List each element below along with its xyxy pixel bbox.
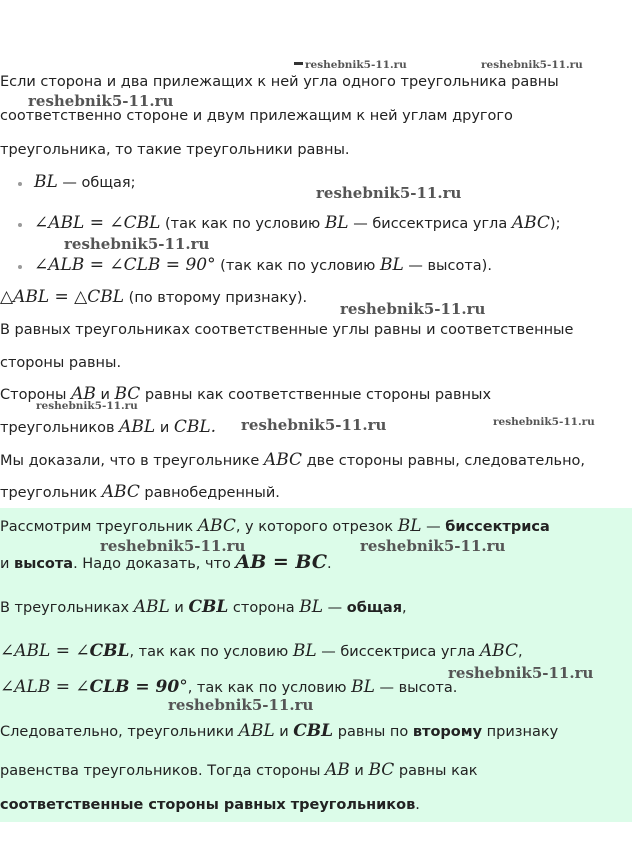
math: BL [351,677,375,697]
text: , [402,600,407,616]
math-bold: AB = BC [235,551,327,573]
text: — [323,600,347,616]
watermark: reshebnik5-11.ru [448,664,594,682]
solution-line-8 [0,795,420,815]
list-item [34,172,135,193]
watermark: reshebnik5-11.ru [340,300,486,318]
bold-text: соответственные стороны равных треугольников [0,797,416,813]
watermark: reshebnik5-11.ru [241,416,387,434]
solution-line-2 [0,552,332,574]
math: BL [380,255,404,275]
text: (по второму признаку). [124,290,308,306]
text: — общая; [57,175,136,191]
watermark: reshebnik5-11.ru [481,59,583,71]
text: признаку [482,724,559,740]
list-item [34,255,492,276]
dash-mark [294,62,303,65]
text: — высота. [374,680,458,696]
text: и [349,763,369,779]
list-item [34,213,560,234]
math: BL [397,516,422,536]
watermark: reshebnik5-11.ru [316,184,462,202]
text: соответственно стороне и двум прилежащим к ней углам другого [0,108,513,124]
text: В треугольниках [0,600,134,616]
watermark: reshebnik5-11.ru [64,235,210,253]
bold-text: биссектриса [445,519,550,535]
math: AB [71,384,96,404]
math: ∠ABL = ∠ [0,641,90,661]
text: . [415,797,420,813]
watermark: reshebnik5-11.ru [100,537,246,555]
math: CBL. [173,417,217,437]
watermark: reshebnik5-11.ru [493,416,595,428]
watermark: reshebnik5-11.ru [28,92,174,110]
math: BL [34,172,58,192]
solution-line-5 [0,677,457,698]
text: Если сторона и два прилежащих к ней угла одного треугольника равны [0,74,559,90]
text: ); [549,216,561,232]
theorem-line-1 [0,72,559,92]
text: стороны равны. [0,355,122,371]
math-bold: CBL [188,597,229,617]
math: ABC [511,213,550,233]
text: . Надо доказать, что [73,556,236,572]
bullet-dot [18,265,22,269]
bullet-dot [18,182,22,186]
watermark: reshebnik5-11.ru [168,696,314,714]
math: ABC [479,641,518,661]
math: ∠ABL = ∠CBL [34,213,161,233]
text: сторона [228,600,300,616]
text: и [0,556,15,572]
text: и [274,724,294,740]
text: и [95,387,115,403]
proved-line-1 [0,450,585,471]
text: , у которого отрезок [235,519,398,535]
text: — [421,519,446,535]
text: , [517,644,523,660]
math: ABC [263,450,303,470]
math: ∠ALB = ∠CLB = 90° [34,255,216,275]
text: Мы доказали, что в треугольнике [0,453,264,469]
watermark: reshebnik5-11.ru [360,537,506,555]
text: треугольника, то такие треугольники равны. [0,142,350,158]
text: — биссектриса угла [348,216,512,232]
text: треугольник [0,485,102,501]
bold-text: второму [412,724,483,740]
text: равенства треугольников. Тогда стороны [0,763,326,779]
math: BL [292,641,317,661]
text: равны как соответственные стороны равных [140,387,492,403]
math: BC [368,760,395,780]
solution-line-3 [0,597,407,618]
solution-line-6 [0,721,558,742]
math: BL [299,597,324,617]
watermark: reshebnik5-11.ru [36,400,138,412]
bold-text: высота [14,556,74,572]
sides-line-2 [0,417,216,438]
math: ° [179,677,188,697]
math: △ABL = △CBL [0,287,125,307]
equal-triangles-line-2 [0,353,121,373]
text: Стороны [0,387,72,403]
math-bold: CBL [293,721,334,741]
watermark: reshebnik5-11.ru [305,59,407,71]
solution-line-7 [0,760,477,781]
text: , так как по условию [187,680,352,696]
math-bold: CBL [89,641,130,661]
math: ABC [101,482,140,502]
text: (так как по условию [215,258,380,274]
text: . [326,556,332,572]
math: BC [114,384,141,404]
text: равны как [394,763,478,779]
text: — биссектриса угла [316,644,480,660]
text: две стороны равны, следовательно, [302,453,586,469]
text: равны по [333,724,413,740]
math: ABL [119,417,156,437]
text: треугольников [0,420,120,436]
math: ∠ALB = ∠ [0,677,90,697]
text: , так как по условию [129,644,293,660]
text: и [155,420,174,436]
text: Рассмотрим треугольник [0,519,198,535]
text: В равных треугольниках соответственные углы равны и соответственные [0,322,574,338]
math: BL [324,213,349,233]
equal-triangles-line-1 [0,320,573,340]
math-bold: CLB = 90 [89,677,180,697]
text: Следовательно, треугольники [0,724,239,740]
math: AB [325,760,350,780]
bullet-dot [18,223,22,227]
text: — высота). [403,258,492,274]
theorem-line-3 [0,140,350,160]
solution-line-1 [0,516,550,537]
text: равнобедренный. [139,485,280,501]
proved-line-2 [0,482,280,503]
triangle-equality-line [0,287,307,308]
math: ABL [238,721,275,741]
text: (так как по условию [160,216,325,232]
solution-line-4 [0,641,523,662]
text: и [169,600,189,616]
math: ABC [197,516,236,536]
bold-text: общая [346,600,403,616]
math: ABL [133,597,170,617]
